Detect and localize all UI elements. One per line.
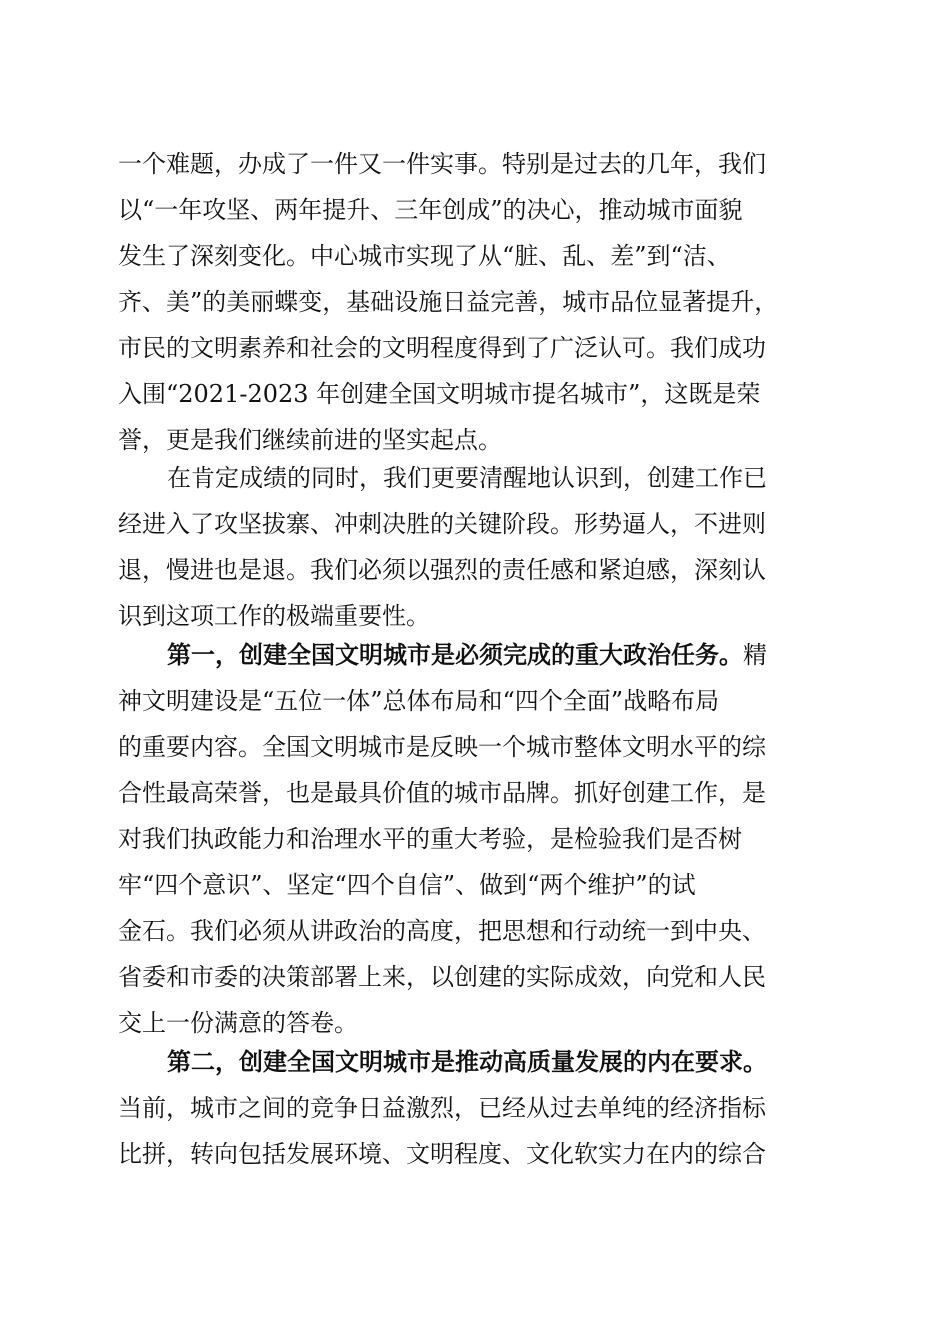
text-line: 齐、美”的美丽蝶变，基础设施日益完善，城市品位显著提升， [118, 288, 779, 316]
text-line: 的重要内容。全国文明城市是反映一个城市整体文明水平的综 [118, 733, 766, 761]
text-line: 对我们执政能力和治理水平的重大考验，是检验我们是否树 [118, 825, 742, 853]
text-line: 牢“四个意识”、坚定“四个自信”、做到“两个维护”的试 [118, 871, 696, 899]
paragraph-heading-line [167, 632, 830, 678]
text-line: 市民的文明素养和社会的文明程度得到了广泛认可。我们成功 [118, 334, 766, 362]
paragraph-heading-line [167, 1039, 830, 1085]
text-line: 入围“2021-2023 年创建全国文明城市提名城市”，这既是荣 [118, 380, 761, 408]
text-line: 誉，更是我们继续前进的坚实起点。 [118, 426, 502, 454]
text-fragment: 精 [743, 641, 767, 669]
text-line: 省委和市委的决策部署上来，以创建的实际成效，向党和人民 [118, 963, 766, 991]
text-line: 金石。我们必须从讲政治的高度，把思想和行动统一到中央、 [118, 917, 766, 945]
point-one-heading: 第一，创建全国文明城市是必须完成的重大政治任务。 [167, 640, 743, 669]
text-line: 当前，城市之间的竞争日益激烈，已经从过去单纯的经济指标 [118, 1094, 766, 1122]
text-line: 交上一份满意的答卷。 [118, 1009, 358, 1037]
text-line: 经进入了攻坚拔寨、冲刺决胜的关键阶段。形势逼人，不进则 [118, 510, 766, 538]
text-line: 比拼，转向包括发展环境、文明程度、文化软实力在内的综合 [118, 1140, 766, 1168]
text-line: 发生了深刻变化。中心城市实现了从“脏、乱、差”到“洁、 [118, 242, 731, 270]
text-line: 合性最高荣誉，也是最具价值的城市品牌。抓好创建工作，是 [118, 779, 766, 807]
text-line: 一个难题，办成了一件又一件实事。特别是过去的几年，我们 [118, 150, 766, 178]
text-line: 神文明建设是“五位一体”总体布局和“四个全面”战略布局 [118, 687, 720, 715]
point-two-heading: 第二，创建全国文明城市是推动高质量发展的内在要求。 [167, 1047, 767, 1076]
text-line: 识到这项工作的极端重要性。 [118, 602, 430, 630]
text-line: 退，慢进也是退。我们必须以强烈的责任感和紧迫感，深刻认 [118, 556, 766, 584]
text-line: 在肯定成绩的同时，我们更要清醒地认识到，创建工作已 [167, 464, 767, 492]
text-line: 以“一年攻坚、两年提升、三年创成”的决心，推动城市面貌 [118, 196, 743, 224]
